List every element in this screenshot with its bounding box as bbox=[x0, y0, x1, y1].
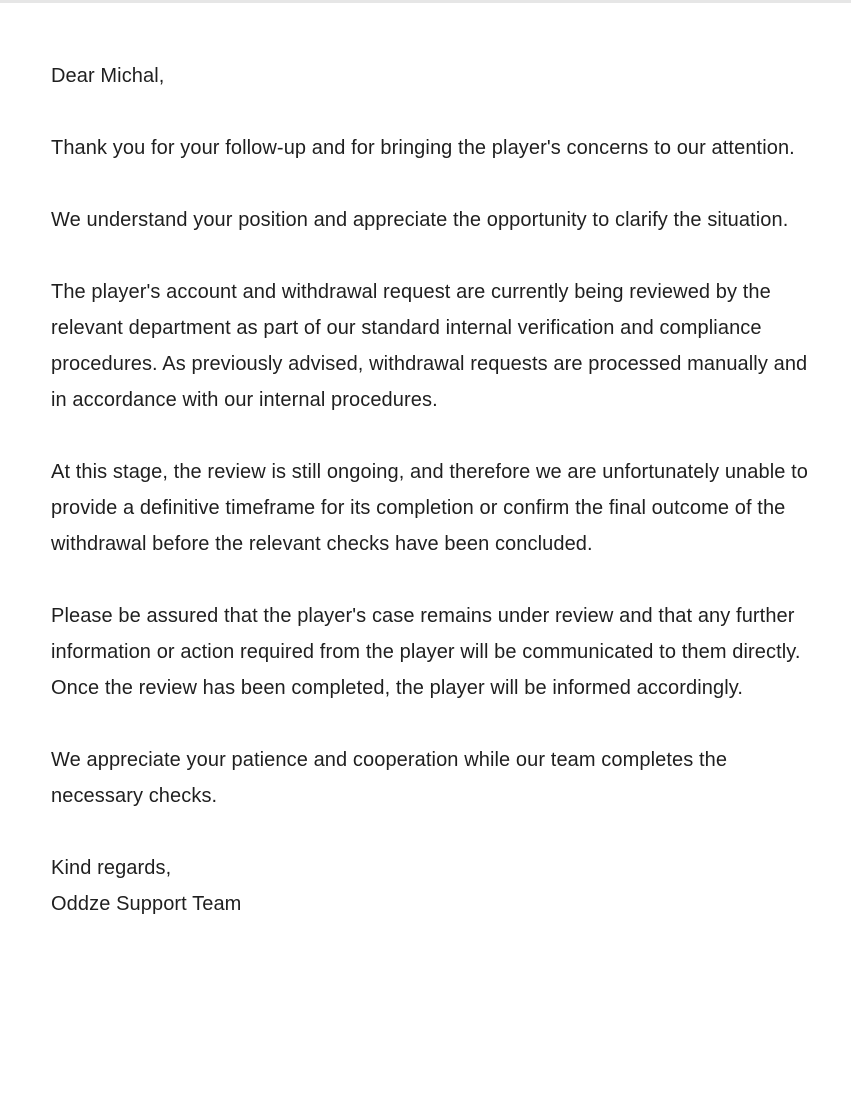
signature: Oddze Support Team bbox=[51, 893, 242, 915]
paragraph-understanding: We understand your position and appreciate the opportunity to clarify the situation. bbox=[51, 209, 789, 231]
email-body bbox=[51, 58, 811, 922]
paragraph-assurance: Please be assured that the player's case remains under review and that any further information or action required from the player will be communicated to them directly. Once the review has been completed, the player will be informed accordingly. bbox=[51, 605, 801, 699]
paragraph-timeframe: At this stage, the review is still ongoing, and therefore we are unfortunately unable to provide a definitive timeframe for its completion or confirm the final outcome of the withdrawal before the relevant checks have been concluded. bbox=[51, 461, 809, 555]
paragraph-appreciation: We appreciate your patience and cooperation while our team completes the necessary checks. bbox=[51, 749, 728, 807]
paragraph-thanks: Thank you for your follow-up and for bringing the player's concerns to our attention. bbox=[51, 137, 795, 159]
greeting: Dear Michal, bbox=[51, 65, 165, 87]
paragraph-review-status: The player's account and withdrawal request are currently being reviewed by the relevant department as part of our standard internal verification and compliance procedures. As previously advised, withdrawal requests are processed manually and in accordance with our internal procedures. bbox=[51, 281, 808, 411]
top-divider bbox=[0, 0, 851, 3]
signoff: Kind regards, bbox=[51, 857, 172, 879]
